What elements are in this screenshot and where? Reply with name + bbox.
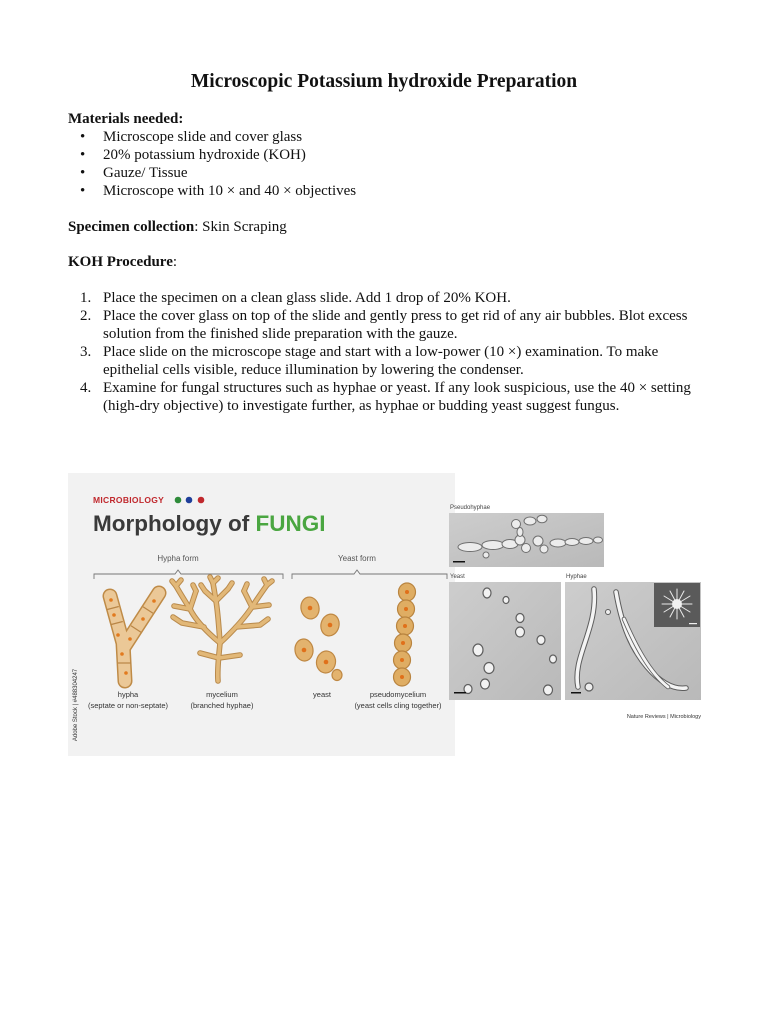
scale-bar	[454, 692, 466, 694]
cell	[550, 655, 557, 663]
cell	[483, 552, 489, 558]
list-item	[68, 289, 705, 307]
cell	[579, 538, 593, 545]
list-item	[68, 343, 705, 379]
procedure-steps	[68, 289, 705, 415]
pseudomycelium-note: (yeast cells cling together)	[354, 701, 442, 710]
badge-dot-blue	[186, 497, 193, 504]
figure-badge: MICROBIOLOGY	[93, 495, 165, 505]
micrograph-credit: Nature Reviews | Microbiology	[626, 714, 701, 720]
cell	[550, 539, 566, 547]
cell	[516, 627, 525, 637]
nucleus	[324, 660, 329, 665]
step-text: Examine for fungal structures such as hyphae or yeast. If any look suspicious, use the 40 × setting (high-dry objective) to investigate further, as hyphae or budding yeast suggest fungus.	[103, 380, 691, 414]
nucleus	[116, 633, 120, 637]
nucleus	[403, 624, 407, 628]
cell	[537, 515, 547, 523]
step-number: 2.	[80, 308, 92, 324]
yeast-bud	[332, 670, 342, 681]
bullet-icon: •	[80, 129, 86, 145]
nucleus	[401, 641, 405, 645]
yeast-label: yeast	[313, 690, 331, 699]
nucleus	[112, 613, 116, 617]
nucleus	[400, 658, 404, 662]
step-number: 1.	[80, 290, 92, 306]
figure-title-highlight: FUNGI	[255, 511, 326, 536]
step-number: 4.	[80, 380, 92, 396]
step-text: Place the cover glass on top of the slide and gently press to get rid of any air bubbles. Blot excess solution from the finished slide preparation with the gauze.	[103, 308, 688, 342]
scale-bar	[689, 623, 697, 624]
yeast-panel	[449, 582, 561, 700]
cell	[481, 679, 490, 689]
cell	[537, 636, 545, 645]
bullet-icon: •	[80, 165, 86, 181]
nucleus	[328, 623, 333, 628]
cell	[524, 517, 536, 525]
fungi-morphology-figure	[68, 473, 455, 756]
nucleus	[302, 648, 307, 653]
micrograph-figure	[446, 497, 708, 725]
yeast-panel-label: Yeast	[450, 574, 465, 580]
cell	[540, 545, 548, 553]
specimen-value: : Skin Scraping	[194, 219, 287, 235]
badge-dot-red	[198, 497, 205, 504]
hyphae-panel	[565, 582, 701, 700]
hyphae-panel-label: Hyphae	[566, 574, 587, 580]
scale-bar	[571, 692, 581, 694]
nucleus	[404, 607, 408, 611]
specimen-label: Specimen collection	[68, 219, 195, 235]
cell	[483, 588, 491, 598]
cell	[503, 597, 509, 604]
list-item	[68, 379, 705, 415]
cell	[482, 541, 504, 550]
scale-bar	[453, 561, 465, 563]
cell	[594, 537, 603, 543]
mycelium-note: (branched hyphae)	[190, 701, 254, 710]
procedure-heading: KOH Procedure	[68, 254, 173, 270]
pseudohyphae-label: Pseudohyphae	[450, 505, 491, 511]
hypha-label: hypha	[117, 690, 139, 699]
hyphae-inset	[654, 583, 700, 627]
step-text: Place the specimen on a clean glass slide. Add 1 drop of 20% KOH.	[103, 290, 511, 306]
cell	[533, 536, 543, 546]
bullet-icon: •	[80, 147, 86, 163]
nucleus	[400, 675, 404, 679]
pseudohyphae-panel	[449, 513, 604, 567]
pseudomycelium-label: pseudomycelium	[369, 690, 427, 699]
cell	[473, 644, 483, 656]
list-item	[68, 307, 705, 343]
cell	[565, 539, 579, 546]
bullet-icon: •	[80, 183, 86, 199]
cell	[458, 543, 482, 552]
list-item	[68, 146, 356, 164]
nucleus	[152, 599, 156, 603]
inset-core	[672, 599, 682, 609]
cell	[606, 610, 611, 615]
materials-list	[68, 128, 356, 200]
cell	[585, 683, 593, 691]
nucleus	[109, 598, 113, 602]
nucleus	[405, 590, 409, 594]
materials-heading: Materials needed:	[68, 111, 184, 127]
list-item	[68, 182, 356, 200]
stock-watermark: Adobe Stock | #488304247	[73, 668, 79, 742]
procedure-heading-line	[68, 253, 177, 271]
cell	[516, 614, 524, 623]
cell	[522, 544, 531, 553]
material-text: 20% potassium hydroxide (KOH)	[103, 147, 306, 163]
hypha-note: (septate or non-septate)	[87, 701, 169, 710]
specimen-line	[68, 218, 287, 236]
cell	[517, 528, 523, 537]
nucleus	[120, 652, 124, 656]
figure-title-prefix: Morphology of	[93, 511, 256, 536]
cell	[484, 663, 494, 674]
list-item	[68, 128, 356, 146]
material-text: Gauze/ Tissue	[103, 165, 188, 181]
nucleus	[128, 637, 132, 641]
figure-title	[93, 511, 325, 536]
list-item	[68, 164, 356, 182]
nucleus	[141, 617, 145, 621]
material-text: Microscope with 10 × and 40 × objectives	[103, 183, 357, 199]
page-title: Microscopic Potassium hydroxide Preparation	[190, 71, 578, 92]
step-number: 3.	[80, 344, 92, 360]
mycelium-label: mycelium	[206, 690, 238, 699]
procedure-colon: :	[172, 254, 178, 270]
step-text: Place slide on the microscope stage and start with a low-power (10 ×) examination. To make epithelial cells visible, reduce illumination by lowering the condenser.	[103, 344, 659, 378]
nucleus	[308, 606, 313, 611]
yeast-form-heading: Yeast form	[338, 554, 376, 563]
nucleus	[124, 671, 128, 675]
material-text: Microscope slide and cover glass	[103, 129, 303, 145]
cell	[544, 685, 553, 695]
badge-dot-green	[175, 497, 182, 504]
hypha-form-heading: Hypha form	[157, 554, 199, 563]
